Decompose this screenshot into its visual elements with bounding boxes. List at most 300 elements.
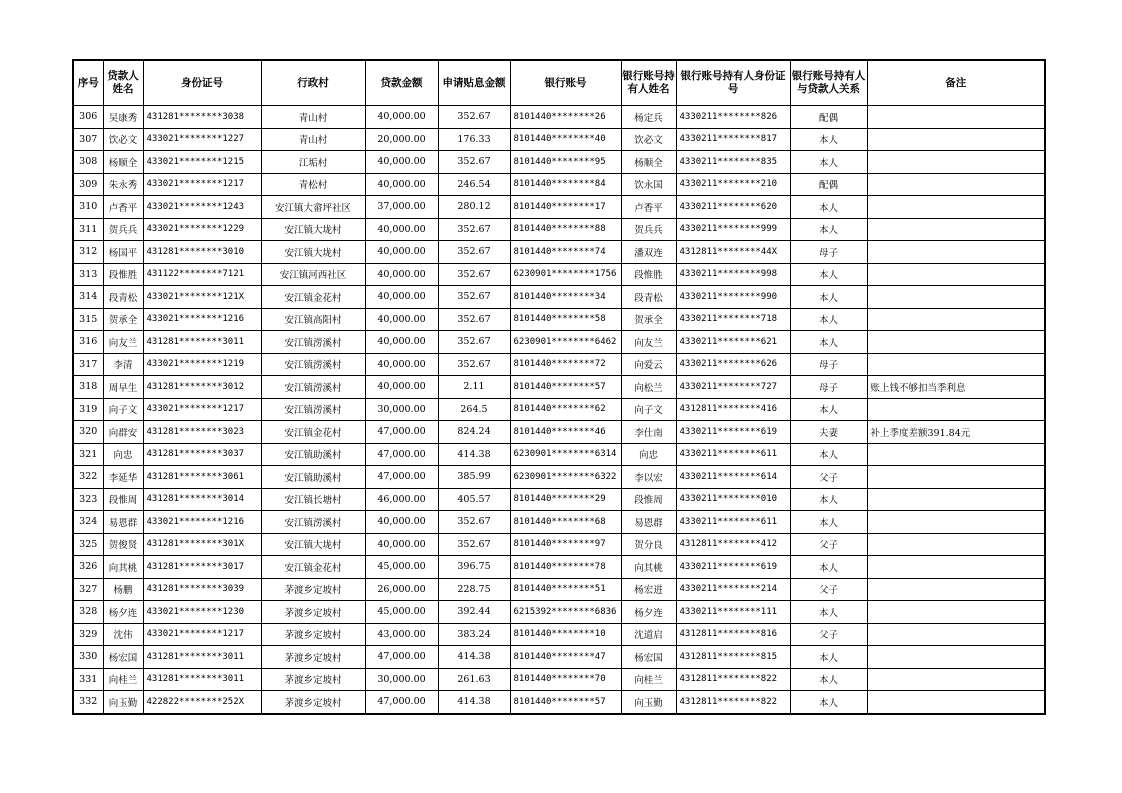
col-borrower-name: 杨顺全 <box>103 151 143 174</box>
col-id-number: 433021********1217 <box>143 623 261 646</box>
col-holder-id: 4330211********999 <box>676 218 790 241</box>
col-remark <box>867 601 1045 624</box>
col-account-holder: 杨顺全 <box>621 151 676 174</box>
col-loan-amount: 40,000.00 <box>365 218 438 241</box>
col-village: 青山村 <box>261 128 365 151</box>
loan-interest-table <box>72 59 1046 715</box>
col-interest-amount: 261.63 <box>438 668 510 691</box>
col-id-number: 431281********3061 <box>143 466 261 489</box>
table-row <box>73 173 1045 196</box>
col-id-number: 433021********1229 <box>143 218 261 241</box>
col-relation: 本人 <box>790 488 867 511</box>
col-interest-amount: 264.5 <box>438 398 510 421</box>
col-interest-amount: 352.67 <box>438 511 510 534</box>
col-id-number: 431281********3010 <box>143 241 261 264</box>
col-village: 安江镇助溪村 <box>261 466 365 489</box>
col-account-holder: 贺承全 <box>621 308 676 331</box>
col-relation: 配偶 <box>790 173 867 196</box>
col-id-number: 433021********1243 <box>143 196 261 219</box>
col-holder-id: 4330211********826 <box>676 106 790 129</box>
col-id-number: 431281********3037 <box>143 443 261 466</box>
header-holder-id: 银行账号持有人身份证号 <box>676 60 790 106</box>
col-borrower-name: 段惟胜 <box>103 263 143 286</box>
col-loan-amount: 46,000.00 <box>365 488 438 511</box>
col-loan-amount: 40,000.00 <box>365 353 438 376</box>
col-borrower-name: 向子文 <box>103 398 143 421</box>
table-row <box>73 106 1045 129</box>
col-remark <box>867 691 1045 714</box>
col-account-holder: 段青松 <box>621 286 676 309</box>
col-relation: 父子 <box>790 578 867 601</box>
table-row <box>73 421 1045 444</box>
col-id-number: 433021********1217 <box>143 398 261 421</box>
col-relation: 本人 <box>790 196 867 219</box>
table-row <box>73 151 1045 174</box>
col-bank-account: 8101440********26 <box>510 106 621 129</box>
col-borrower-name: 向桂兰 <box>103 668 143 691</box>
col-relation: 本人 <box>790 218 867 241</box>
col-seq: 315 <box>73 308 103 331</box>
col-remark <box>867 106 1045 129</box>
col-interest-amount: 228.75 <box>438 578 510 601</box>
col-interest-amount: 414.38 <box>438 691 510 714</box>
col-remark <box>867 466 1045 489</box>
col-account-holder: 向忠 <box>621 443 676 466</box>
col-interest-amount: 352.67 <box>438 263 510 286</box>
table-row <box>73 623 1045 646</box>
col-remark <box>867 443 1045 466</box>
col-seq: 312 <box>73 241 103 264</box>
col-relation: 本人 <box>790 308 867 331</box>
col-holder-id: 4330211********619 <box>676 556 790 579</box>
col-id-number: 433021********1216 <box>143 511 261 534</box>
col-id-number: 433021********1215 <box>143 151 261 174</box>
col-bank-account: 8101440********74 <box>510 241 621 264</box>
col-holder-id: 4330211********626 <box>676 353 790 376</box>
col-village: 茅渡乡定坡村 <box>261 623 365 646</box>
col-loan-amount: 40,000.00 <box>365 263 438 286</box>
col-remark <box>867 128 1045 151</box>
col-remark <box>867 241 1045 264</box>
table-row <box>73 128 1045 151</box>
col-relation: 父子 <box>790 623 867 646</box>
table-row <box>73 533 1045 556</box>
table-row <box>73 466 1045 489</box>
col-interest-amount: 176.33 <box>438 128 510 151</box>
col-borrower-name: 李延华 <box>103 466 143 489</box>
col-interest-amount: 352.67 <box>438 106 510 129</box>
col-village: 安江镇大垅村 <box>261 533 365 556</box>
col-bank-account: 6230901********1756 <box>510 263 621 286</box>
col-seq: 325 <box>73 533 103 556</box>
col-id-number: 431122********7121 <box>143 263 261 286</box>
table-row <box>73 331 1045 354</box>
col-borrower-name: 易恩群 <box>103 511 143 534</box>
col-remark <box>867 218 1045 241</box>
col-relation: 本人 <box>790 691 867 714</box>
col-loan-amount: 45,000.00 <box>365 556 438 579</box>
col-account-holder: 贺兵兵 <box>621 218 676 241</box>
col-remark <box>867 263 1045 286</box>
table-row <box>73 376 1045 399</box>
col-holder-id: 4330211********611 <box>676 511 790 534</box>
col-interest-amount: 414.38 <box>438 443 510 466</box>
col-bank-account: 8101440********88 <box>510 218 621 241</box>
col-holder-id: 4312811********816 <box>676 623 790 646</box>
col-account-holder: 李仕南 <box>621 421 676 444</box>
col-id-number: 431281********3011 <box>143 668 261 691</box>
col-account-holder: 沈道启 <box>621 623 676 646</box>
col-holder-id: 4330211********111 <box>676 601 790 624</box>
col-village: 安江镇涝溪村 <box>261 511 365 534</box>
col-remark <box>867 533 1045 556</box>
col-relation: 本人 <box>790 263 867 286</box>
col-holder-id: 4330211********727 <box>676 376 790 399</box>
col-bank-account: 8101440********95 <box>510 151 621 174</box>
col-interest-amount: 414.38 <box>438 646 510 669</box>
col-holder-id: 4312811********815 <box>676 646 790 669</box>
col-bank-account: 8101440********46 <box>510 421 621 444</box>
col-interest-amount: 246.54 <box>438 173 510 196</box>
col-loan-amount: 47,000.00 <box>365 466 438 489</box>
col-relation: 母子 <box>790 376 867 399</box>
col-account-holder: 贺分良 <box>621 533 676 556</box>
col-id-number: 431281********3017 <box>143 556 261 579</box>
col-account-holder: 向爱云 <box>621 353 676 376</box>
col-village: 安江镇涝溪村 <box>261 331 365 354</box>
col-loan-amount: 40,000.00 <box>365 331 438 354</box>
col-seq: 306 <box>73 106 103 129</box>
col-holder-id: 4330211********210 <box>676 173 790 196</box>
col-loan-amount: 40,000.00 <box>365 286 438 309</box>
header-seq: 序号 <box>73 60 103 106</box>
col-relation: 本人 <box>790 331 867 354</box>
col-borrower-name: 贺俊贤 <box>103 533 143 556</box>
col-loan-amount: 47,000.00 <box>365 691 438 714</box>
col-interest-amount: 352.67 <box>438 331 510 354</box>
col-borrower-name: 李清 <box>103 353 143 376</box>
col-id-number: 433021********1227 <box>143 128 261 151</box>
col-relation: 本人 <box>790 511 867 534</box>
col-account-holder: 段惟周 <box>621 488 676 511</box>
col-seq: 316 <box>73 331 103 354</box>
col-loan-amount: 47,000.00 <box>365 646 438 669</box>
col-borrower-name: 向玉勤 <box>103 691 143 714</box>
col-bank-account: 6230901********6314 <box>510 443 621 466</box>
header-id-number: 身份证号 <box>143 60 261 106</box>
col-remark: 补上季度差额391.84元 <box>867 421 1045 444</box>
col-village: 江垢村 <box>261 151 365 174</box>
col-relation: 本人 <box>790 556 867 579</box>
col-borrower-name: 杨国平 <box>103 241 143 264</box>
col-bank-account: 8101440********70 <box>510 668 621 691</box>
col-account-holder: 潘双连 <box>621 241 676 264</box>
col-village: 安江镇长塘村 <box>261 488 365 511</box>
col-interest-amount: 352.67 <box>438 286 510 309</box>
col-holder-id: 4330211********010 <box>676 488 790 511</box>
col-id-number: 433021********1216 <box>143 308 261 331</box>
col-relation: 本人 <box>790 151 867 174</box>
col-loan-amount: 47,000.00 <box>365 443 438 466</box>
col-holder-id: 4330211********611 <box>676 443 790 466</box>
col-seq: 317 <box>73 353 103 376</box>
col-id-number: 433021********1217 <box>143 173 261 196</box>
header-account-holder: 银行账号持有人姓名 <box>621 60 676 106</box>
col-bank-account: 8101440********78 <box>510 556 621 579</box>
col-seq: 324 <box>73 511 103 534</box>
table-row <box>73 556 1045 579</box>
col-loan-amount: 30,000.00 <box>365 398 438 421</box>
col-remark <box>867 578 1045 601</box>
col-id-number: 431281********3023 <box>143 421 261 444</box>
col-account-holder: 向友兰 <box>621 331 676 354</box>
col-interest-amount: 396.75 <box>438 556 510 579</box>
col-village: 青山村 <box>261 106 365 129</box>
header-row <box>73 60 1045 106</box>
col-holder-id: 4330211********835 <box>676 151 790 174</box>
col-loan-amount: 30,000.00 <box>365 668 438 691</box>
col-account-holder: 段惟胜 <box>621 263 676 286</box>
col-bank-account: 8101440********62 <box>510 398 621 421</box>
col-relation: 本人 <box>790 601 867 624</box>
col-seq: 319 <box>73 398 103 421</box>
col-village: 茅渡乡定坡村 <box>261 578 365 601</box>
col-id-number: 431281********301X <box>143 533 261 556</box>
header-relation: 银行账号持有人与贷款人关系 <box>790 60 867 106</box>
col-seq: 313 <box>73 263 103 286</box>
col-borrower-name: 向友兰 <box>103 331 143 354</box>
table-row <box>73 196 1045 219</box>
col-account-holder: 易恩群 <box>621 511 676 534</box>
col-bank-account: 8101440********72 <box>510 353 621 376</box>
col-bank-account: 6230901********6462 <box>510 331 621 354</box>
col-remark <box>867 556 1045 579</box>
col-village: 安江镇助溪村 <box>261 443 365 466</box>
col-loan-amount: 40,000.00 <box>365 151 438 174</box>
col-village: 安江镇金花村 <box>261 421 365 444</box>
col-holder-id: 4312811********822 <box>676 668 790 691</box>
col-bank-account: 8101440********10 <box>510 623 621 646</box>
col-holder-id: 4330211********614 <box>676 466 790 489</box>
col-seq: 326 <box>73 556 103 579</box>
col-loan-amount: 37,000.00 <box>365 196 438 219</box>
col-account-holder: 李以宏 <box>621 466 676 489</box>
col-relation: 本人 <box>790 443 867 466</box>
col-holder-id: 4312811********44X <box>676 241 790 264</box>
col-loan-amount: 40,000.00 <box>365 511 438 534</box>
col-loan-amount: 26,000.00 <box>365 578 438 601</box>
col-remark: 账上钱不够扣当季利息 <box>867 376 1045 399</box>
col-borrower-name: 向群安 <box>103 421 143 444</box>
col-loan-amount: 20,000.00 <box>365 128 438 151</box>
table-row <box>73 263 1045 286</box>
col-village: 安江镇金花村 <box>261 286 365 309</box>
header-village: 行政村 <box>261 60 365 106</box>
col-borrower-name: 贺承全 <box>103 308 143 331</box>
table-row <box>73 241 1045 264</box>
col-interest-amount: 2.11 <box>438 376 510 399</box>
col-interest-amount: 352.67 <box>438 533 510 556</box>
col-village: 安江镇涝溪村 <box>261 376 365 399</box>
col-bank-account: 8101440********34 <box>510 286 621 309</box>
col-holder-id: 4312811********412 <box>676 533 790 556</box>
col-seq: 311 <box>73 218 103 241</box>
col-loan-amount: 43,000.00 <box>365 623 438 646</box>
col-remark <box>867 331 1045 354</box>
col-remark <box>867 646 1045 669</box>
col-seq: 322 <box>73 466 103 489</box>
table-row <box>73 218 1045 241</box>
col-interest-amount: 352.67 <box>438 353 510 376</box>
col-village: 茅渡乡定坡村 <box>261 691 365 714</box>
col-village: 安江镇河西社区 <box>261 263 365 286</box>
col-remark <box>867 286 1045 309</box>
col-bank-account: 8101440********47 <box>510 646 621 669</box>
table-header <box>73 60 1045 106</box>
col-remark <box>867 668 1045 691</box>
col-id-number: 433021********121X <box>143 286 261 309</box>
col-bank-account: 8101440********57 <box>510 691 621 714</box>
col-remark <box>867 151 1045 174</box>
col-account-holder: 饮永国 <box>621 173 676 196</box>
col-loan-amount: 40,000.00 <box>365 173 438 196</box>
header-interest-amount: 申请贴息金额 <box>438 60 510 106</box>
col-account-holder: 向其桃 <box>621 556 676 579</box>
col-id-number: 433021********1230 <box>143 601 261 624</box>
col-seq: 308 <box>73 151 103 174</box>
col-seq: 327 <box>73 578 103 601</box>
col-bank-account: 8101440********97 <box>510 533 621 556</box>
col-borrower-name: 贺兵兵 <box>103 218 143 241</box>
col-account-holder: 杨夕连 <box>621 601 676 624</box>
header-bank-account: 银行账号 <box>510 60 621 106</box>
col-interest-amount: 352.67 <box>438 151 510 174</box>
col-village: 安江镇大畲坪社区 <box>261 196 365 219</box>
col-bank-account: 8101440********40 <box>510 128 621 151</box>
col-remark <box>867 308 1045 331</box>
col-relation: 母子 <box>790 353 867 376</box>
col-account-holder: 杨宏国 <box>621 646 676 669</box>
col-interest-amount: 405.57 <box>438 488 510 511</box>
col-id-number: 422822********252X <box>143 691 261 714</box>
col-bank-account: 8101440********51 <box>510 578 621 601</box>
col-seq: 332 <box>73 691 103 714</box>
col-account-holder: 向松兰 <box>621 376 676 399</box>
col-holder-id: 4330211********998 <box>676 263 790 286</box>
col-holder-id: 4330211********621 <box>676 331 790 354</box>
col-relation: 本人 <box>790 646 867 669</box>
col-relation: 父子 <box>790 466 867 489</box>
col-loan-amount: 40,000.00 <box>365 106 438 129</box>
col-seq: 328 <box>73 601 103 624</box>
table-row <box>73 286 1045 309</box>
col-village: 青松村 <box>261 173 365 196</box>
col-relation: 父子 <box>790 533 867 556</box>
col-seq: 314 <box>73 286 103 309</box>
col-remark <box>867 488 1045 511</box>
col-interest-amount: 352.67 <box>438 218 510 241</box>
col-id-number: 431281********3039 <box>143 578 261 601</box>
col-loan-amount: 40,000.00 <box>365 241 438 264</box>
col-id-number: 431281********3011 <box>143 331 261 354</box>
col-village: 安江镇涝溪村 <box>261 353 365 376</box>
col-account-holder: 卢香平 <box>621 196 676 219</box>
col-id-number: 433021********1219 <box>143 353 261 376</box>
col-bank-account: 8101440********58 <box>510 308 621 331</box>
col-interest-amount: 280.12 <box>438 196 510 219</box>
table-row <box>73 308 1045 331</box>
col-bank-account: 8101440********17 <box>510 196 621 219</box>
col-loan-amount: 45,000.00 <box>365 601 438 624</box>
col-account-holder: 饮必文 <box>621 128 676 151</box>
col-seq: 330 <box>73 646 103 669</box>
col-bank-account: 8101440********68 <box>510 511 621 534</box>
col-relation: 夫妻 <box>790 421 867 444</box>
col-relation: 本人 <box>790 668 867 691</box>
col-holder-id: 4312811********822 <box>676 691 790 714</box>
col-interest-amount: 824.24 <box>438 421 510 444</box>
table-row <box>73 668 1045 691</box>
col-borrower-name: 段惟周 <box>103 488 143 511</box>
col-id-number: 431281********3012 <box>143 376 261 399</box>
col-village: 安江镇涝溪村 <box>261 398 365 421</box>
col-holder-id: 4330211********620 <box>676 196 790 219</box>
col-holder-id: 4330211********619 <box>676 421 790 444</box>
col-borrower-name: 周早生 <box>103 376 143 399</box>
col-interest-amount: 383.24 <box>438 623 510 646</box>
col-village: 安江镇金花村 <box>261 556 365 579</box>
col-seq: 331 <box>73 668 103 691</box>
header-borrower-name: 贷款人姓名 <box>103 60 143 106</box>
col-remark <box>867 196 1045 219</box>
col-holder-id: 4330211********990 <box>676 286 790 309</box>
col-remark <box>867 173 1045 196</box>
col-relation: 本人 <box>790 398 867 421</box>
col-bank-account: 8101440********84 <box>510 173 621 196</box>
col-seq: 329 <box>73 623 103 646</box>
col-remark <box>867 398 1045 421</box>
col-remark <box>867 623 1045 646</box>
col-remark <box>867 511 1045 534</box>
header-remark: 备注 <box>867 60 1045 106</box>
col-relation: 母子 <box>790 241 867 264</box>
col-loan-amount: 40,000.00 <box>365 533 438 556</box>
col-village: 茅渡乡定坡村 <box>261 668 365 691</box>
col-borrower-name: 向其桃 <box>103 556 143 579</box>
table-row <box>73 488 1045 511</box>
col-seq: 323 <box>73 488 103 511</box>
col-seq: 320 <box>73 421 103 444</box>
table-row <box>73 646 1045 669</box>
col-loan-amount: 40,000.00 <box>365 308 438 331</box>
col-borrower-name: 饮必文 <box>103 128 143 151</box>
col-bank-account: 6215392********6836 <box>510 601 621 624</box>
col-interest-amount: 352.67 <box>438 241 510 264</box>
col-borrower-name: 沈伟 <box>103 623 143 646</box>
col-village: 安江镇高阳村 <box>261 308 365 331</box>
col-village: 茅渡乡定坡村 <box>261 646 365 669</box>
col-account-holder: 向子文 <box>621 398 676 421</box>
col-id-number: 431281********3014 <box>143 488 261 511</box>
col-relation: 本人 <box>790 128 867 151</box>
col-account-holder: 向玉勤 <box>621 691 676 714</box>
col-bank-account: 8101440********57 <box>510 376 621 399</box>
col-relation: 配偶 <box>790 106 867 129</box>
table-row <box>73 398 1045 421</box>
col-bank-account: 6230901********6322 <box>510 466 621 489</box>
col-loan-amount: 40,000.00 <box>365 376 438 399</box>
col-account-holder: 杨宏进 <box>621 578 676 601</box>
